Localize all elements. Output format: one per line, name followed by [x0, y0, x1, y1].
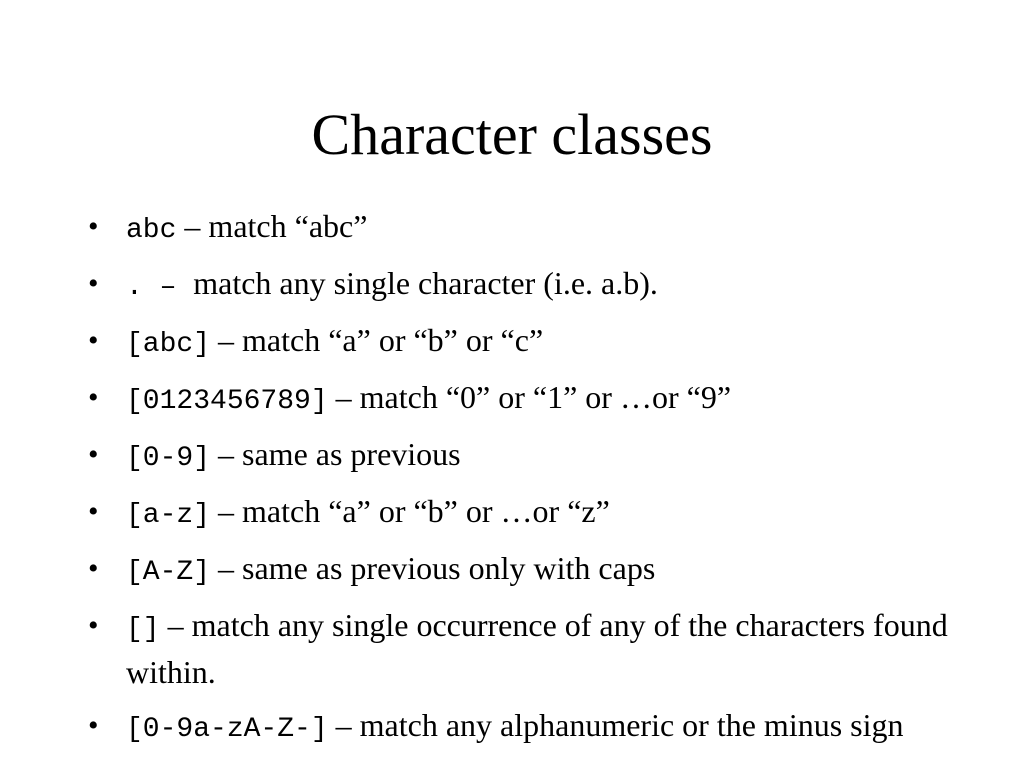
bullet-item	[88, 547, 968, 594]
bullet-icon: •	[88, 381, 99, 414]
bullet-text: – same as previous only with caps	[210, 550, 656, 586]
bullet-text: – match “a” or “b” or “c”	[210, 322, 544, 358]
bullet-item	[88, 604, 968, 694]
bullet-text: match any single character (i.e. a.b).	[193, 265, 658, 301]
bullet-item	[88, 704, 968, 751]
bullet-item	[88, 262, 968, 309]
bullet-icon: •	[88, 609, 99, 642]
bullet-item	[88, 433, 968, 480]
bullet-text: – match any single occurrence of any of the characters found within.	[126, 607, 948, 690]
bullet-icon: •	[88, 267, 99, 300]
bullet-item	[88, 319, 968, 366]
bullet-item	[88, 490, 968, 537]
bullet-icon: •	[88, 324, 99, 357]
bullet-item	[88, 205, 968, 252]
bullet-text: – match “0” or “1” or …or “9”	[327, 379, 732, 415]
bullet-code: [A-Z]	[126, 557, 211, 588]
bullet-icon: •	[88, 495, 99, 528]
bullet-code: [abc]	[126, 329, 211, 360]
bullet-text: – match “abc”	[176, 208, 368, 244]
bullet-text: – match any alphanumeric or the minus sign	[327, 707, 904, 743]
bullet-text: – match “a” or “b” or …or “z”	[210, 493, 610, 529]
bullet-icon: •	[88, 210, 99, 243]
bullet-text: – same as previous	[210, 436, 461, 472]
bullet-icon: •	[88, 552, 99, 585]
bullet-code: [0-9a-zA-Z-]	[126, 714, 328, 745]
bullet-item	[88, 376, 968, 423]
bullet-code: . –	[126, 272, 194, 303]
bullet-list	[88, 205, 968, 761]
bullet-code: [0-9]	[126, 443, 211, 474]
bullet-code: [0123456789]	[126, 386, 328, 417]
bullet-code: [a-z]	[126, 500, 211, 531]
bullet-icon: •	[88, 709, 99, 742]
bullet-icon: •	[88, 438, 99, 471]
bullet-code: []	[126, 614, 160, 645]
bullet-code: abc	[126, 215, 177, 246]
slide-title: Character classes	[311, 102, 713, 167]
